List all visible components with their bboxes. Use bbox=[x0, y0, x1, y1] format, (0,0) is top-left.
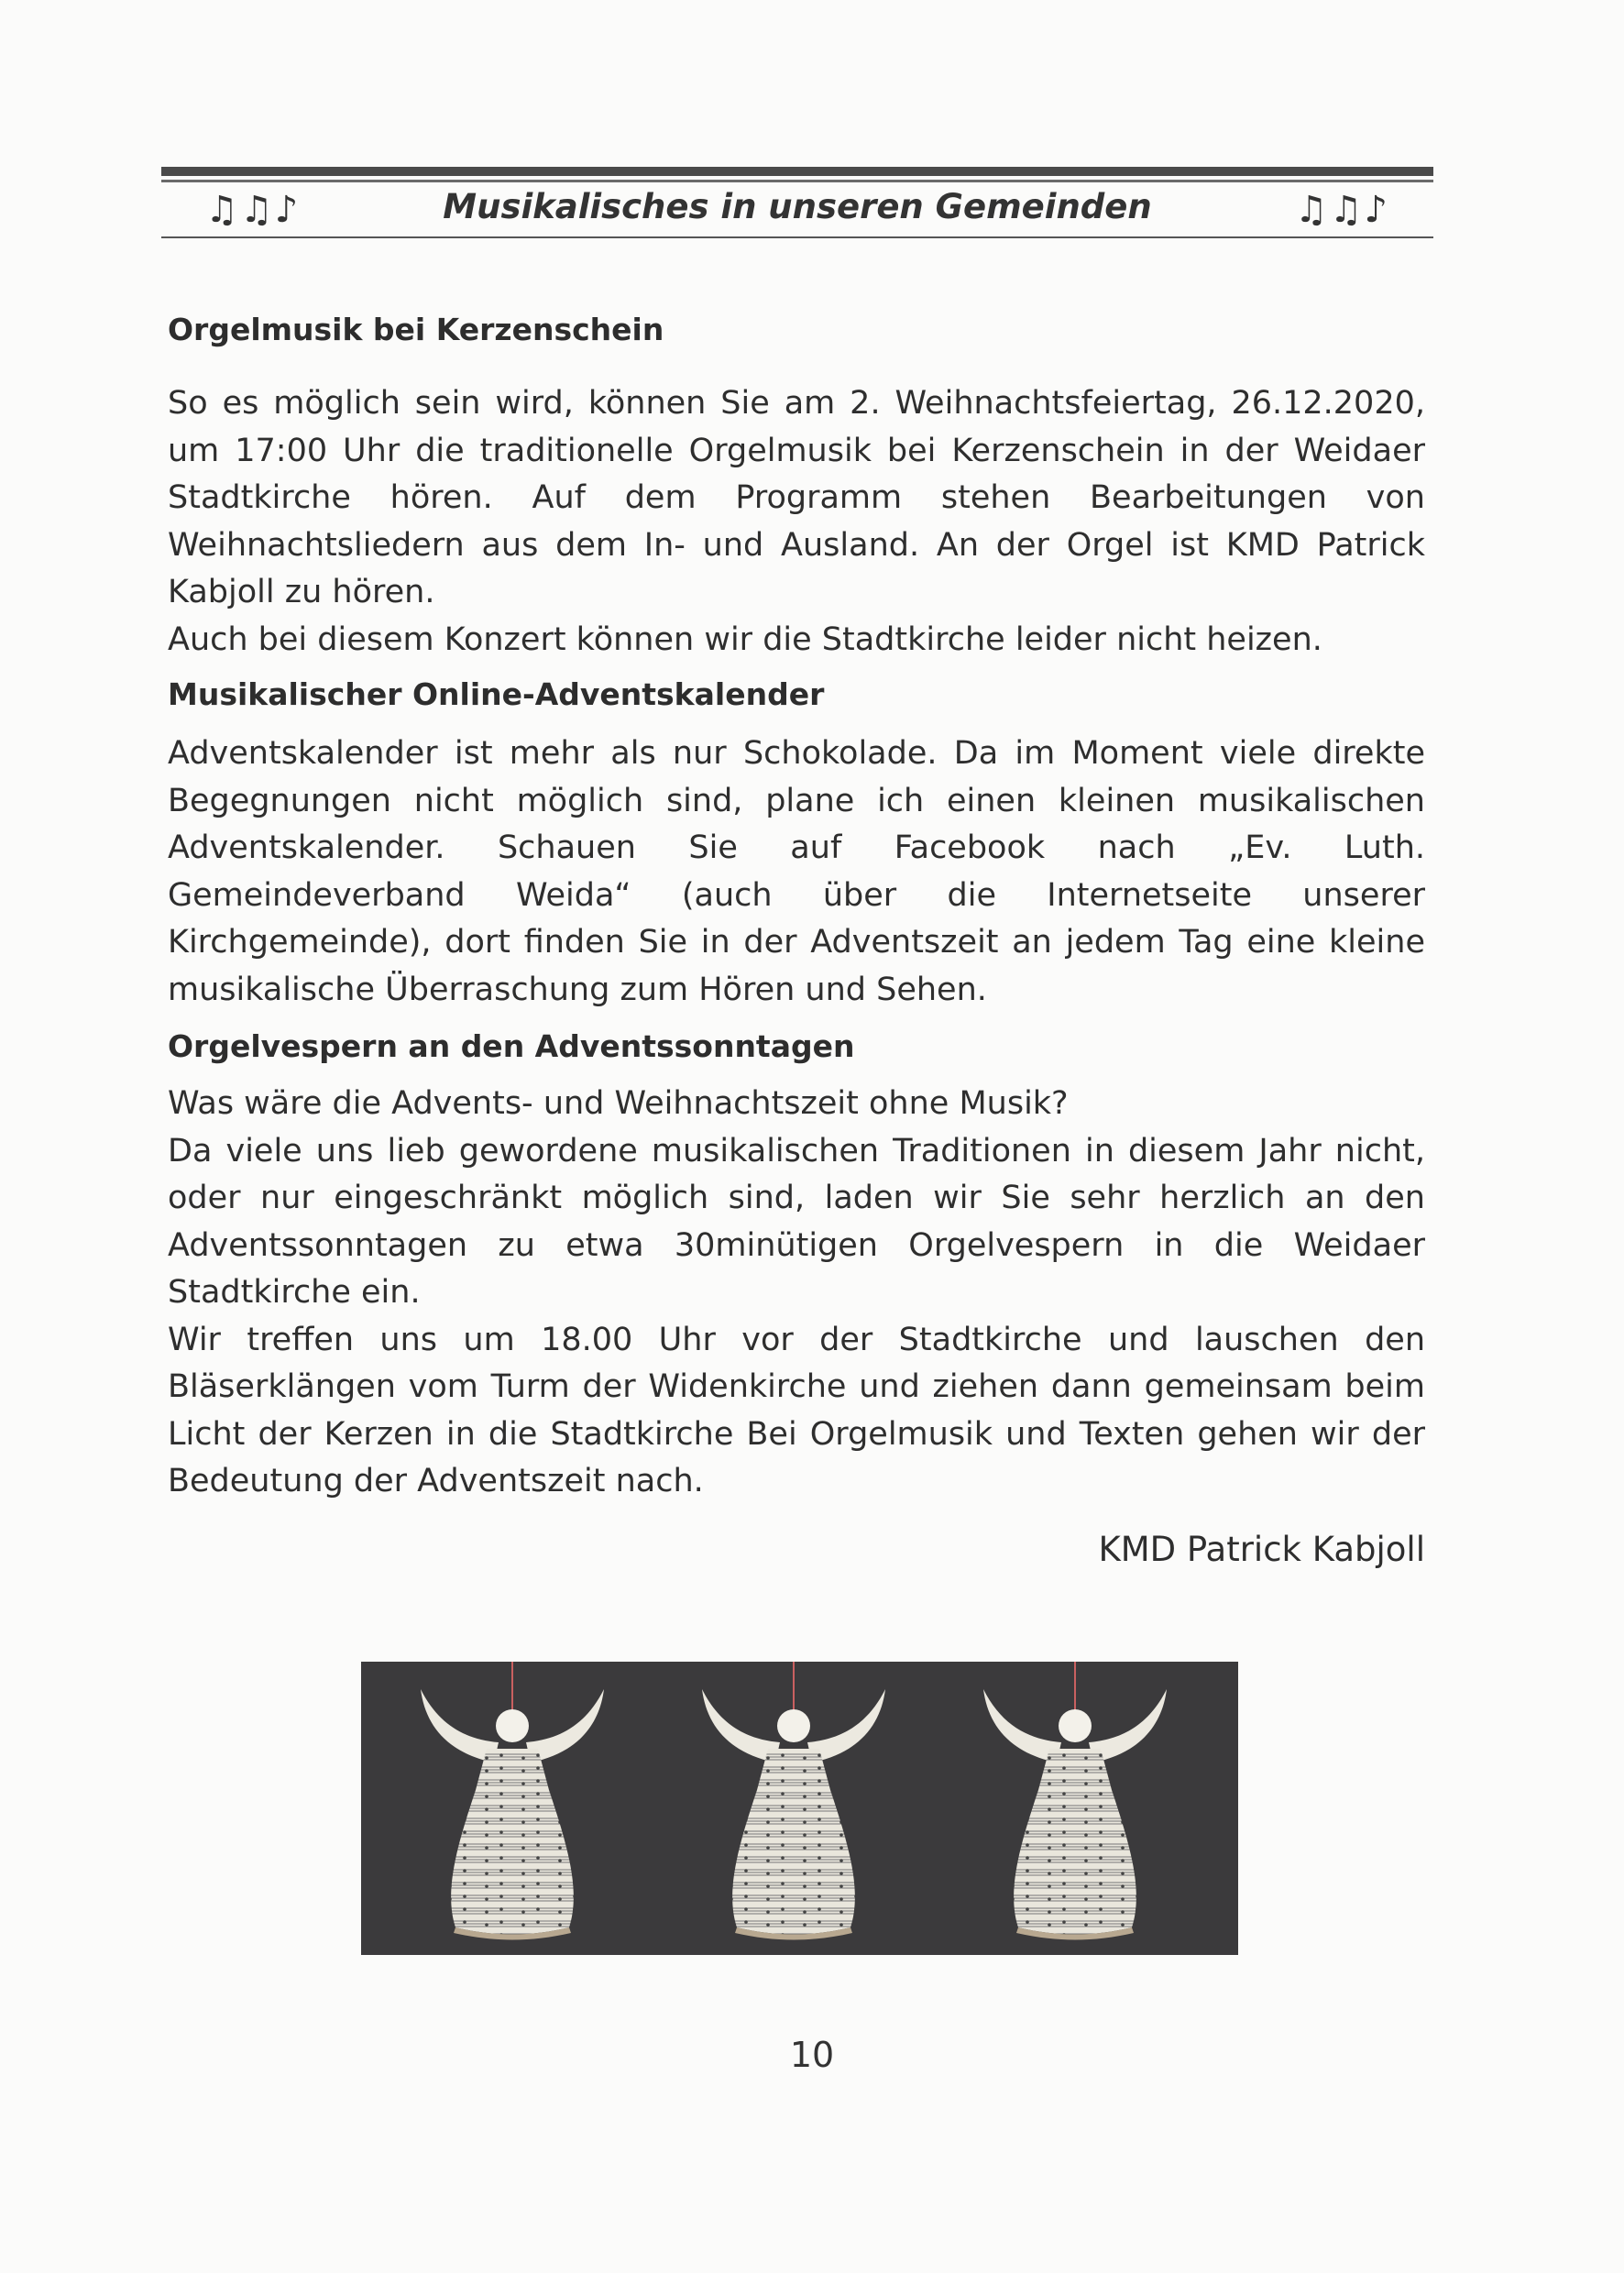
paragraph-orgelvespern-1: Was wäre die Advents- und Weihnachtszeit ohne Musik? bbox=[168, 1085, 1069, 1122]
article-body bbox=[168, 302, 1425, 1573]
section-heading-orgelvespern: Orgelvespern an den Adventssonntagen bbox=[168, 1028, 855, 1064]
paragraph-orgelmusik-2: Auch bei diesem Konzert können wir die Stadtkirche leider nicht heizen. bbox=[168, 620, 1322, 658]
running-header bbox=[161, 183, 1433, 235]
header-rule-bottom bbox=[161, 236, 1433, 238]
angel-ornament-icon bbox=[361, 1662, 1238, 1955]
page-number: 10 bbox=[789, 2035, 835, 2075]
music-notes-icon-left: ♫♫♪ bbox=[205, 189, 301, 231]
angels-photo bbox=[361, 1662, 1238, 1955]
paragraph-orgelvespern-2: Da viele uns lieb gewordene musikalischen Traditionen in diesem Jahr nicht, oder nur eingeschränkt möglich sind, laden wir Sie sehr herzlich an den Adventssonntagen zu etwa 30minütigen Orgelvespern in die Weidaer Stadtkirche ein. bbox=[168, 1132, 1425, 1311]
paragraph-orgelvespern-3: Wir treffen uns um 18.00 Uhr vor der Stadtkirche und lauschen den Bläserklängen vom Turm der Widenkirche und ziehen dann gemeinsam beim Licht der Kerzen in die Stadtkirche Bei Orgelmusik und Texten gehen wir der Bedeutung der Adventszeit nach. bbox=[168, 1321, 1425, 1499]
section-heading-orgelmusik: Orgelmusik bei Kerzenschein bbox=[168, 312, 664, 347]
author-signature: KMD Patrick Kabjoll bbox=[1098, 1529, 1425, 1569]
header-title: Musikalisches in unseren Gemeinden bbox=[443, 187, 1152, 226]
section-heading-adventskalender: Musikalischer Online-Adventskalender bbox=[168, 676, 825, 712]
paragraph-adventskalender: Adventskalender ist mehr als nur Schokolade. Da im Moment viele direkte Begegnungen nicht möglich sind, plane ich einen kleinen musikalischen Adventskalender. Schauen Sie auf Facebook nach „Ev. Luth. Gemeindeverband Weida“ (auch über die Internetseite unserer Kirchgemeinde), dort finden Sie in der Adventszeit an jedem Tag eine kleine musikalische Überraschung zum Hören und Sehen. bbox=[168, 735, 1425, 1008]
music-notes-icon-right: ♫♫♪ bbox=[1294, 189, 1389, 231]
header-rule-thin bbox=[161, 180, 1433, 182]
paragraph-orgelmusik-1: So es möglich sein wird, können Sie am 2. Weihnachtsfeiertag, 26.12.2020, um 17:00 Uhr die traditionelle Orgelmusik bei Kerzenschein in der Weidaer Stadtkirche hören. Auf dem Programm stehen Bearbeitungen von Weihnachtsliedern aus dem In- und Ausland. An der Orgel ist KMD Patrick Kabjoll zu hören. bbox=[168, 385, 1425, 610]
header-rule-thick bbox=[161, 167, 1433, 176]
